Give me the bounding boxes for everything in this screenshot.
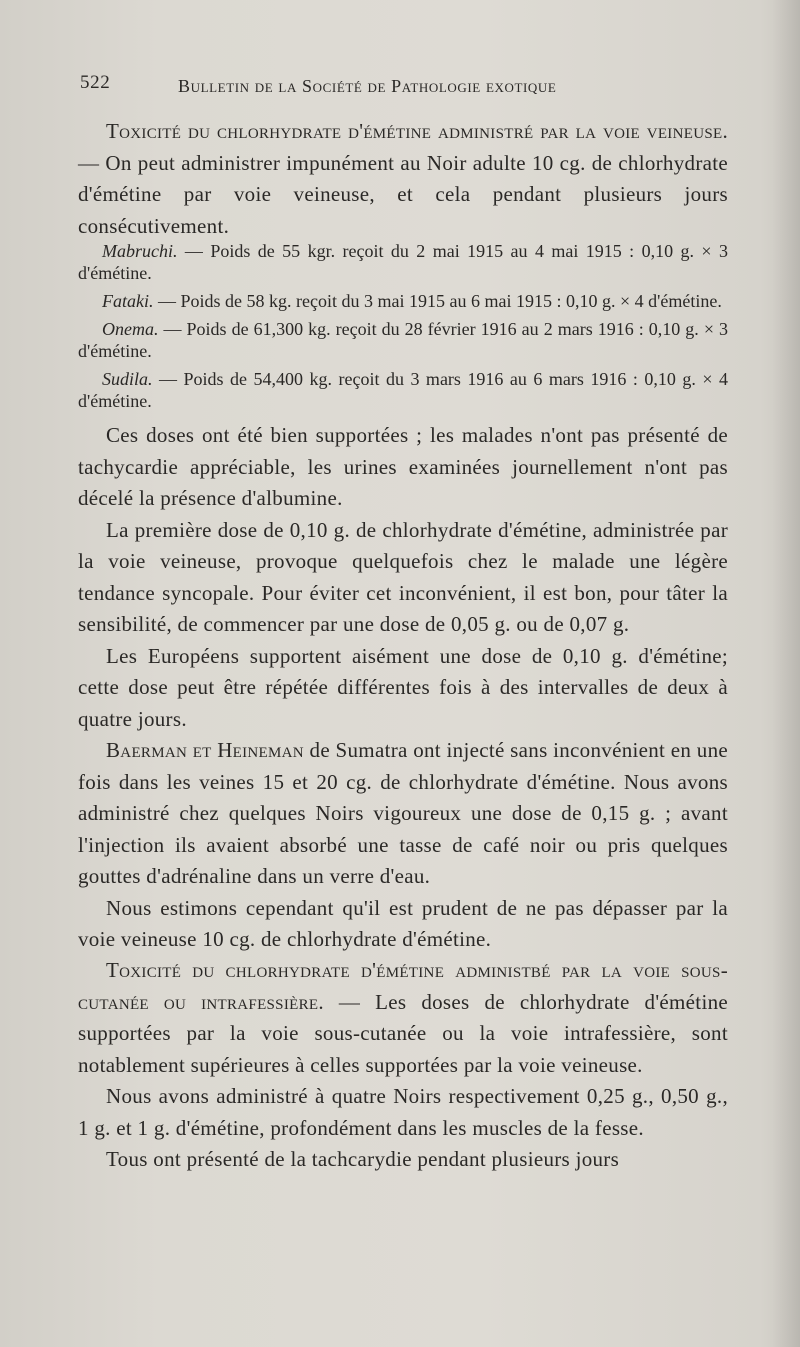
case-details: — Poids de 58 kg. reçoit du 3 mai 1915 au 6 mai 1915 : 0,10 g. × 4 d'émétine.	[153, 291, 722, 311]
page-number: 522	[80, 72, 111, 93]
case-details: — Poids de 54,400 kg. reçoit du 3 mars 1916 au 6 mars 1916 : 0,10 g. × 4 d'émétine.	[78, 369, 728, 411]
discussion-block	[78, 420, 728, 956]
author-names: Baerman et Heineman	[106, 738, 304, 762]
paragraph: Tous ont présenté de la tachcarydie pendant plusieurs jours	[106, 1147, 620, 1171]
case-item	[78, 290, 728, 312]
case-item	[78, 318, 728, 362]
case-details: — Poids de 61,300 kg. reçoit du 28 février 1916 au 2 mars 1916 : 0,10 g. × 3 d'émétine.	[78, 319, 728, 361]
section-text: — On peut administrer impunément au Noir adulte 10 cg. de chlorhydrate d'émétine par voie veineuse, et cela pendant plusieurs jours consécutivement.	[78, 150, 728, 238]
paragraph: La première dose de 0,10 g. de chlorhydrate d'émétine, administrée par la voie veineuse, provoque quelquefois chez le malade une légère tendance syncopale. Pour éviter cet inconvénient, il est bon, pour tâter la sensibilité, de commencer par une dose de 0,05 g. ou de 0,07 g.	[78, 517, 728, 636]
patient-name: Onema.	[102, 319, 159, 339]
page-edge-shadow	[772, 0, 800, 1347]
case-list	[78, 240, 728, 418]
paragraph: Nous avons administré à quatre Noirs respectivement 0,25 g., 0,50 g., 1 g. et 1 g. d'émétine, profondément dans les muscles de la fesse.	[78, 1084, 728, 1140]
patient-name: Mabruchi.	[102, 241, 178, 261]
section-intro-paragraph	[78, 955, 728, 1081]
section-intravenous	[78, 116, 728, 242]
paragraph-text: de Sumatra ont injecté sans inconvénient en une fois dans les veines 15 et 20 cg. de chlorhydrate d'émétine. Nous avons administré chez quelques Noirs vigoureux une dose de 0,15 g. ; avant l'injection ils avaient absorbé une tasse de café noir ou pris quelques gouttes d'adrénaline dans un verre d'eau.	[78, 738, 729, 888]
patient-name: Sudila.	[102, 369, 153, 389]
section-intro-paragraph	[78, 116, 728, 242]
patient-name: Fataki.	[102, 291, 154, 311]
case-item	[78, 368, 728, 412]
journal-title: Bulletin de la Société de Pathologie exotique	[178, 76, 557, 96]
case-item	[78, 240, 728, 284]
case-details: — Poids de 55 kgr. reçoit du 2 mai 1915 au 4 mai 1915 : 0,10 g. × 3 d'émétine.	[78, 241, 728, 283]
paragraph: Nous estimons cependant qu'il est prudent de ne pas dépasser par la voie veineuse 10 cg. de chlorhydrate d'émétine.	[78, 895, 728, 951]
paragraph: Ces doses ont été bien supportées ; les malades n'ont pas présenté de tachycardie appréciable, les urines examinées journellement n'ont pas décelé la présence d'albumine.	[78, 423, 728, 510]
paragraph-baerman	[78, 735, 728, 893]
section-subcutaneous	[78, 955, 728, 1176]
section-heading: Toxicité du chlorhydrate d'émétine administré par la voie veineuse.	[106, 119, 728, 143]
section-text: — Les doses de chlorhydrate d'émétine supportées par la voie sous-cutanée ou la voie intrafessière, sont notablement supérieures à celles supportées par la voie veineuse.	[78, 989, 728, 1077]
paragraph: Les Européens supportent aisément une dose de 0,10 g. d'émétine; cette dose peut être répétée différentes fois à des intervalles de deux à quatre jours.	[78, 643, 728, 731]
section-heading: Toxicité du chlorhydrate d'émétine administbé par la voie sous-cutanée ou intrafessière.	[78, 958, 728, 1014]
